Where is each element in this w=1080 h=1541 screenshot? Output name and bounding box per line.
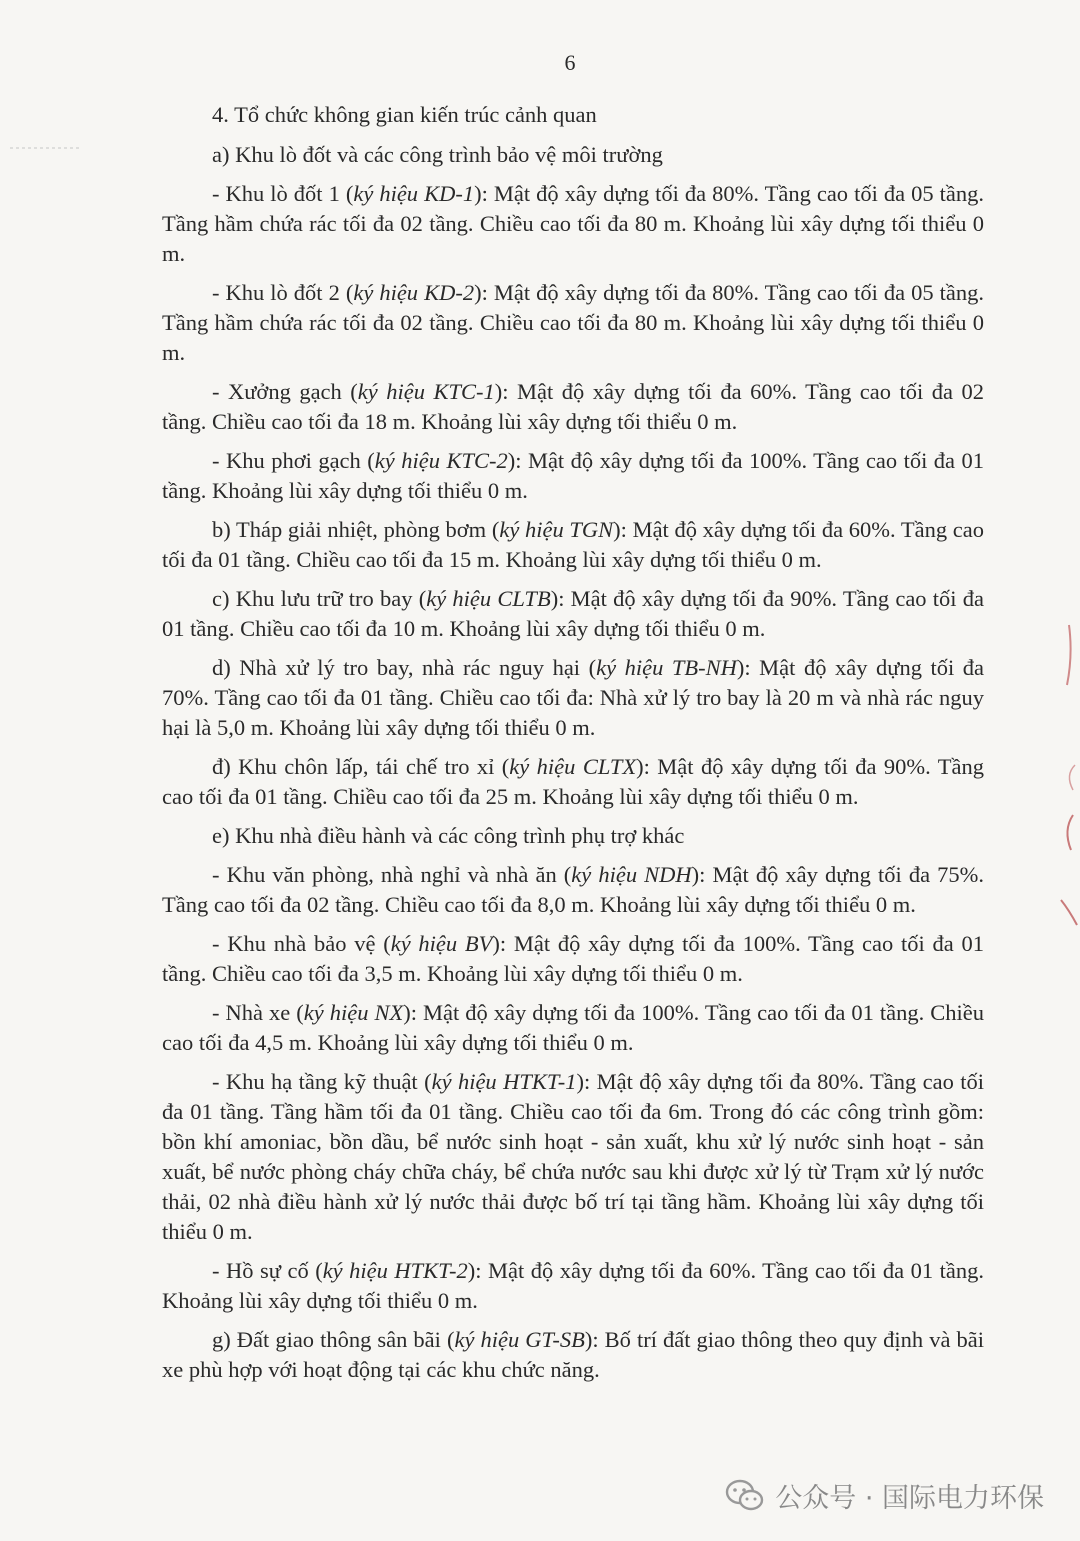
red-stamp-edge: [1055, 615, 1080, 935]
paragraph: [162, 278, 984, 368]
scan-mark-left: [10, 140, 90, 160]
paragraph-text: e) Khu nhà điều hành và các công trình phụ trợ khác: [212, 823, 685, 848]
paragraph: [162, 584, 984, 644]
watermark: [725, 1476, 1044, 1515]
paragraph-text: - Khu lò đốt 2 (: [212, 280, 354, 305]
paragraph-text: ): Mật độ xây dựng tối đa 70%. Tầng cao tối đa 01 tầng. Chiều cao tối đa: Nhà xử lý tro bay là 20 m và nhà rác nguy hại là 5,0 m. Khoảng lùi xây dựng tối thiểu 0 m.: [162, 655, 984, 740]
symbol-code: ký hiệu KD-2: [353, 280, 475, 305]
paragraph-text: - Khu lò đốt 1 (: [212, 181, 354, 206]
symbol-code: ký hiệu TGN: [499, 517, 614, 542]
paragraph-text: a) Khu lò đốt và các công trình bảo vệ môi trường: [212, 142, 663, 167]
paragraph-text: ): Mật độ xây dựng tối đa 75%. Tầng cao tối đa 02 tầng. Chiều cao tối đa 8,0 m. Khoảng lùi xây dựng tối thiểu 0 m.: [162, 862, 985, 917]
paragraph-text: d) Nhà xử lý tro bay, nhà rác nguy hại (: [212, 655, 597, 680]
paragraph: [162, 1325, 984, 1385]
paragraph-text: đ) Khu chôn lấp, tái chế tro xỉ (: [212, 754, 510, 779]
symbol-code: ký hiệu CLTX: [509, 754, 637, 779]
paragraph: [162, 752, 984, 812]
paragraph-text: ): Mật độ xây dựng tối đa 60%. Tầng cao tối đa 02 tầng. Chiều cao tối đa 18 m. Khoảng lùi xây dựng tối thiểu 0 m.: [162, 379, 985, 434]
symbol-code: ký hiệu KTC-1: [357, 379, 495, 404]
symbol-code: ký hiệu NDH: [571, 862, 692, 887]
paragraph-text: ): Mật độ xây dựng tối đa 60%. Tầng cao tối đa 01 tầng. Khoảng lùi xây dựng tối thiểu 0 m.: [162, 1258, 984, 1313]
paragraph-text: ): Mật độ xây dựng tối đa 80%. Tầng cao tối đa 05 tầng. Tầng hầm chứa rác tối đa 02 tầng. Chiều cao tối đa 80 m. Khoảng lùi xây dựng tối thiểu 0 m.: [162, 280, 984, 365]
symbol-code: ký hiệu KTC-2: [374, 448, 508, 473]
symbol-code: ký hiệu TB-NH: [596, 655, 737, 680]
paragraph-text: - Xưởng gạch (: [212, 379, 358, 404]
paragraph-text: - Khu phơi gạch (: [212, 448, 375, 473]
paragraph-text: ): Mật độ xây dựng tối đa 100%. Tầng cao tối đa 01 tầng. Chiều cao tối đa 4,5 m. Khoảng lùi xây dựng tối thiểu 0 m.: [162, 1000, 984, 1055]
symbol-code: ký hiệu GT-SB: [454, 1327, 585, 1352]
paragraph-text: ): Mật độ xây dựng tối đa 80%. Tầng cao tối đa 01 tầng. Tầng hầm tối đa 01 tầng. Chiều cao tối đa 6m. Trong đó các công trình gồm: bồn khí amoniac, bồn dầu, bể nước sinh hoạt - sản xuất, khu xử lý nước sinh hoạt - sản xuất, bể nước phòng cháy chữa cháy, bể chứa nước sau khi được xử lý từ Trạm xử lý nước thải, 02 nhà điều hành xử lý nước thải được bố trí tại tầng hầm. Khoảng lùi xây dựng tối thiểu 0 m.: [162, 1069, 984, 1244]
paragraph-text: ): Mật độ xây dựng tối đa 100%. Tầng cao tối đa 01 tầng. Chiều cao tối đa 3,5 m. Khoảng lùi xây dựng tối thiểu 0 m.: [162, 931, 984, 986]
paragraph-text: g) Đất giao thông sân bãi (: [212, 1327, 455, 1352]
paragraph: [162, 179, 984, 269]
paragraph-text: c) Khu lưu trữ tro bay (: [212, 586, 427, 611]
paragraph-text: ): Bố trí đất giao thông theo quy định và bãi xe phù hợp với hoạt động tại các khu chức năng.: [162, 1327, 984, 1382]
paragraph-text: b) Tháp giải nhiệt, phòng bơm (: [212, 517, 500, 542]
paragraph-text: - Khu văn phòng, nhà nghỉ và nhà ăn (: [212, 862, 572, 887]
paragraph: [162, 1256, 984, 1316]
paragraph-list: [162, 140, 984, 1385]
symbol-code: ký hiệu HTKT-2: [322, 1258, 468, 1283]
watermark-text: 公众号 · 国际电力环保: [775, 1483, 1044, 1514]
symbol-code: ký hiệu NX: [303, 1000, 404, 1025]
paragraph: [162, 821, 984, 851]
symbol-code: ký hiệu KD-1: [353, 181, 475, 206]
paragraph-text: ): Mật độ xây dựng tối đa 60%. Tầng cao tối đa 01 tầng. Chiều cao tối đa 15 m. Khoảng lùi xây dựng tối thiểu 0 m.: [162, 517, 985, 572]
paragraph-text: - Hồ sự cố (: [212, 1258, 323, 1283]
section-title: 4. Tổ chức không gian kiến trúc cảnh quan: [212, 102, 597, 127]
paragraph: [162, 929, 984, 989]
paragraph-text: - Nhà xe (: [212, 1000, 304, 1025]
paragraph-text: - Khu nhà bảo vệ (: [212, 931, 391, 956]
paragraph: [162, 140, 984, 170]
paragraph: [162, 377, 984, 437]
paragraph: [162, 446, 984, 506]
symbol-code: ký hiệu CLTB: [426, 586, 551, 611]
paragraph-text: ): Mật độ xây dựng tối đa 90%. Tầng cao tối đa 01 tầng. Chiều cao tối đa 25 m. Khoảng lùi xây dựng tối thiểu 0 m.: [162, 754, 984, 809]
symbol-code: ký hiệu BV: [390, 931, 493, 956]
paragraph: [162, 860, 984, 920]
paragraph-text: ): Mật độ xây dựng tối đa 90%. Tầng cao tối đa 01 tầng. Chiều cao tối đa 10 m. Khoảng lùi xây dựng tối thiểu 0 m.: [162, 586, 985, 641]
symbol-code: ký hiệu HTKT-1: [431, 1069, 577, 1094]
paragraph: [162, 998, 984, 1058]
document-body: [162, 100, 984, 1394]
paragraph: [162, 653, 984, 743]
paragraph-text: ): Mật độ xây dựng tối đa 100%. Tầng cao tối đa 01 tầng. Khoảng lùi xây dựng tối thiểu 0 m.: [162, 448, 985, 503]
paragraph: [162, 515, 984, 575]
paragraph-text: ): Mật độ xây dựng tối đa 80%. Tầng cao tối đa 05 tầng. Tầng hầm chứa rác tối đa 02 tầng. Chiều cao tối đa 80 m. Khoảng lùi xây dựng tối thiểu 0 m.: [162, 181, 984, 266]
paragraph: [162, 1067, 984, 1247]
paragraph-text: - Khu hạ tầng kỹ thuật (: [212, 1069, 432, 1094]
wechat-icon: [725, 1479, 765, 1513]
page-number: 6: [564, 50, 576, 75]
